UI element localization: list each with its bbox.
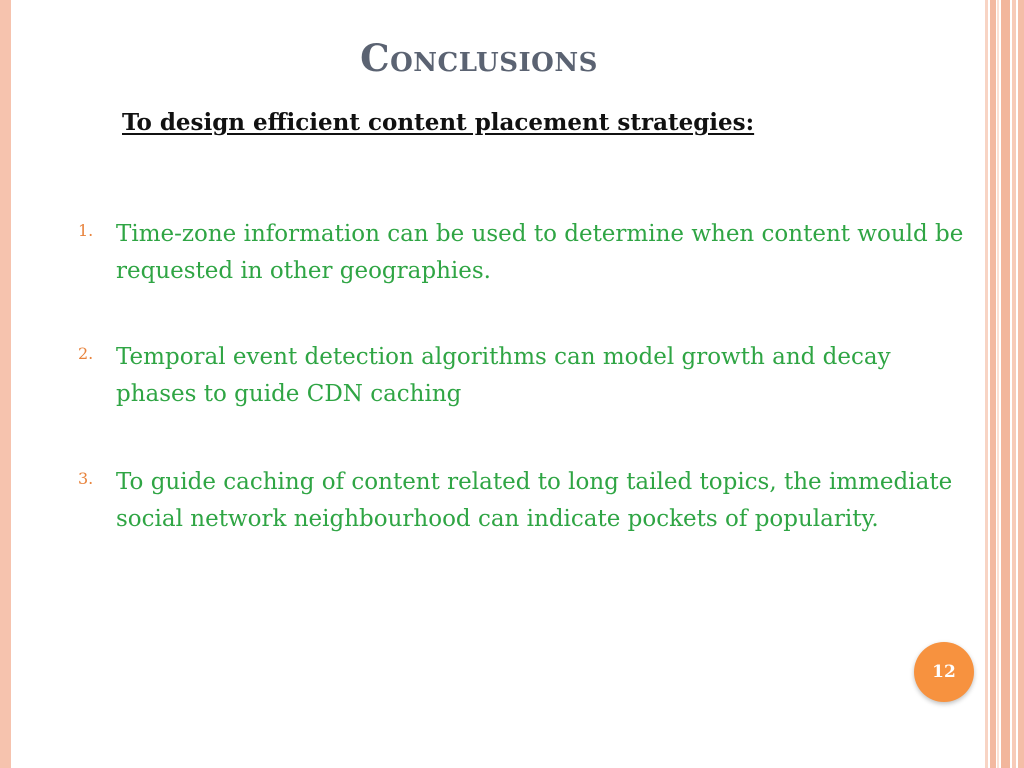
list-item-text: Time-zone information can be used to determine when content would be requested in other geographies. — [116, 221, 964, 284]
list-item-number: 2. — [78, 344, 94, 363]
right-decorative-stripe — [1018, 0, 1024, 768]
list-item-text: Temporal event detection algorithms can model growth and decay phases to guide CDN caching — [116, 344, 891, 407]
right-decorative-stripe — [985, 0, 988, 768]
slide-title: Conclusions — [360, 36, 598, 80]
page-number-badge — [914, 642, 974, 702]
right-decorative-stripe — [990, 0, 996, 768]
left-decorative-stripe — [0, 0, 11, 768]
right-decorative-stripe — [997, 0, 999, 768]
right-decorative-stripe — [1012, 0, 1016, 768]
slide-subtitle: To design efficient content placement strategies: — [122, 109, 755, 136]
page-number: 12 — [932, 662, 956, 682]
list-item-text: To guide caching of content related to long tailed topics, the immediate social network neighbourhood can indicate pockets of popularity. — [116, 469, 953, 532]
list-item-number: 3. — [78, 469, 94, 488]
right-decorative-stripe — [1001, 0, 1010, 768]
list-item-number: 1. — [78, 221, 94, 240]
